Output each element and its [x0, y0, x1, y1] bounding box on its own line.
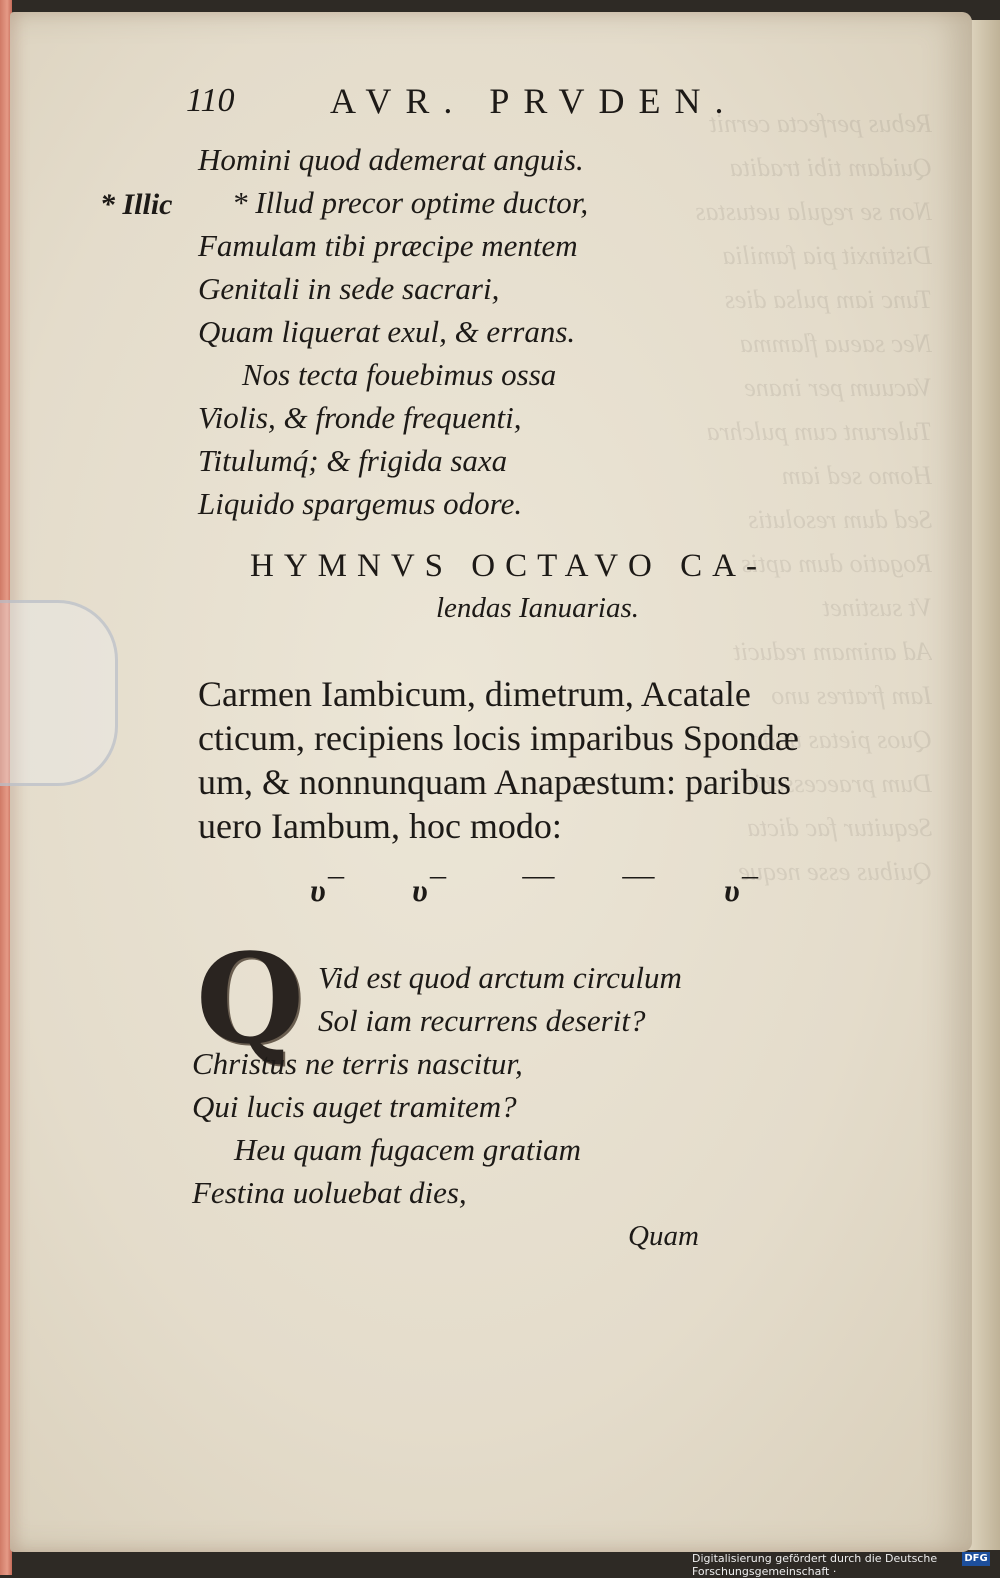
verse-line: Quam liquerat exul, & errans. [198, 314, 576, 349]
dfg-logo: DFG [962, 1552, 990, 1566]
meter-foot: ¯¯ [620, 872, 652, 908]
catchword: Quam [628, 1220, 699, 1252]
verse-line: * Illud precor optime ductor, [232, 185, 589, 220]
meter-foot: ¯¯ [520, 872, 552, 908]
verse-line: Sol iam recurrens deserit? [318, 1003, 646, 1038]
running-title: AVR. PRVDEN. [330, 81, 738, 121]
margin-note: * Illic [100, 188, 173, 221]
hymn-subtitle: lendas Ianuarias. [436, 592, 639, 624]
hymn-title: HYMNVS OCTAVO CA- [250, 548, 767, 584]
meter-line: um, & nonnunquam Anapæstum: paribus [198, 762, 791, 802]
show-through-text: Rebus perfecta cernit Quidam tibi tradita Non se regula uetustas Distinxit pia familia Tunc iam pulsa dies Nec saeua flamma Vacuum per inane Tulerunt cum pulchra Homo sed iam Sed dum resolutis Rogatio dum aptis Vt sustinet Ad animam reducit Iam fratres uno Quos pietas unda Dum praecesserit Sequitur fac dicta Quibus esse neque [695, 109, 932, 886]
meter-line: Carmen Iambicum, dimetrum, Acatale [198, 674, 751, 714]
meter-foot: υ¯ [412, 872, 444, 908]
meter-foot: υ¯ [310, 872, 342, 908]
verse-line: Nos tecta fouebimus ossa [242, 357, 557, 392]
verse-line: Heu quam fugacem gratiam [234, 1132, 581, 1167]
verse-line: Christus ne terris nascitur, [192, 1046, 523, 1081]
verse-line: Famulam tibi præcipe mentem [198, 228, 578, 263]
verse-line: Violis, & fronde frequenti, [198, 400, 522, 435]
page-number: 110 [186, 82, 235, 119]
drop-capital: Q [196, 927, 305, 1072]
verse-line: Qui lucis auget tramitem? [192, 1089, 517, 1124]
verse-line: Vid est quod arctum circulum [318, 960, 682, 995]
digitization-credit: Digitalisierung gefördert durch die Deutsche Forschungsgemeinschaft · [692, 1552, 938, 1578]
meter-line: uero Iambum, hoc modo: [198, 806, 562, 846]
verse-line: Genitali in sede sacrari, [198, 271, 500, 306]
verse-line: Titulumq́; & frigida saxa [198, 443, 508, 478]
verse-line: Homini quod ademerat anguis. [198, 142, 584, 177]
paper-clip [0, 600, 118, 786]
verse-line: Liquido spargemus odore. [198, 486, 523, 521]
verse-line: Festina uoluebat dies, [192, 1175, 467, 1210]
meter-line: cticum, recipiens locis imparibus Spondæ [198, 718, 799, 758]
meter-foot: υ¯ [724, 872, 756, 908]
